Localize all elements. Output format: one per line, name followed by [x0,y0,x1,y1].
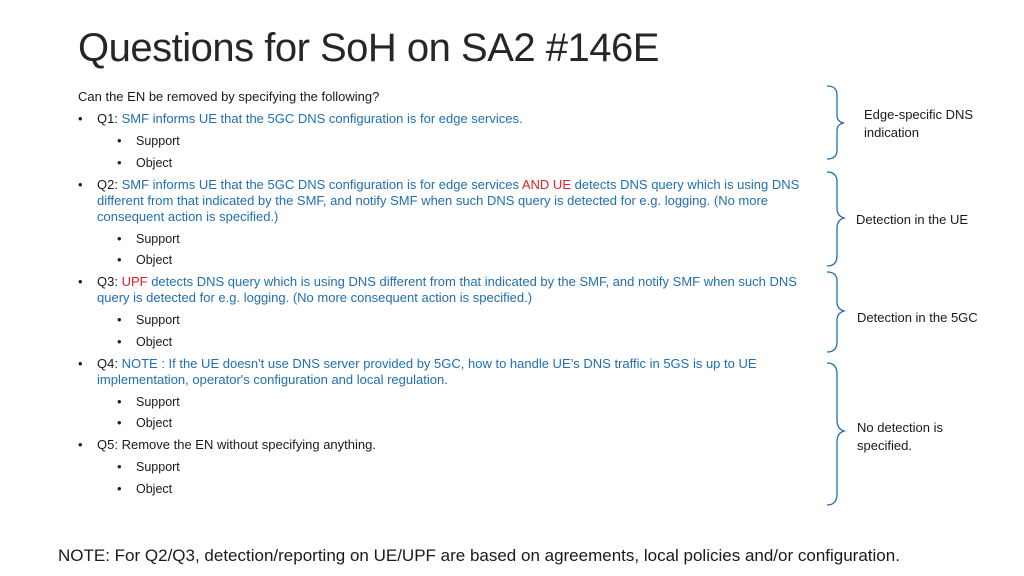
question-q5 [97,437,817,453]
brace-q3 [827,272,844,352]
option-object: Object [136,156,173,170]
question-emphasis: UPF [121,274,148,289]
question-q4 [97,356,787,388]
question-text: NOTE : If the UE doesn't use DNS server provided by 5GC, how to handle UE’s DNS traffic in 5GS is up to UE implementation, operator's configuration and local regulation. [97,356,757,387]
question-text: Remove the EN without specifying anything. [121,437,376,452]
question-emphasis: AND UE [521,177,571,192]
option-support: Support [136,134,180,148]
label-detection-5gc: Detection in the 5GC [857,310,978,325]
bullet-glyph: • [78,177,83,192]
question-label: Q4: [97,356,118,371]
footer-note: NOTE: For Q2/Q3, detection/reporting on UE/UPF are based on agreements, local policies and/or configuration. [58,546,900,565]
slide-title: Questions for SoH on SA2 #146E [78,26,659,70]
question-label: Q5: [97,437,118,452]
question-q1 [97,111,817,127]
bullet-glyph: • [117,252,122,267]
question-label: Q1: [97,111,118,126]
question-label: Q3: [97,274,118,289]
question-label: Q2: [97,177,118,192]
brace-q4-q5 [827,363,844,505]
question-text: detects DNS query which is using DNS different from that indicated by the SMF, and notify SMF when such DNS query is detected for e.g. logging. (No more consequent action is specified.) [97,177,800,224]
question-q3 [97,274,827,306]
option-support: Support [136,395,180,409]
option-support: Support [136,232,180,246]
bullet-glyph: • [78,111,83,126]
bullet-glyph: • [117,133,122,148]
bullet-glyph: • [117,231,122,246]
bullet-glyph: • [78,274,83,289]
bullet-glyph: • [117,394,122,409]
question-q2 [97,177,819,225]
intro-question: Can the EN be removed by specifying the following? [78,89,380,104]
label-no-detection: No detection is specified. [857,420,943,453]
option-object: Object [136,482,173,496]
question-text: SMF informs UE that the 5GC DNS configuration is for edge services. [121,111,523,126]
question-text: detects DNS query which is using DNS different from that indicated by the SMF, and notify SMF when such DNS query is detected for e.g. logging. (No more consequent action is specified.) [97,274,797,305]
option-support: Support [136,460,180,474]
option-object: Object [136,253,173,267]
grouping-braces [820,0,860,520]
bullet-glyph: • [78,356,83,371]
bullet-glyph: • [117,334,122,349]
bullet-glyph: • [78,437,83,452]
label-edge-dns-indication: Edge-specific DNS indication [864,107,974,140]
brace-q2 [827,172,844,266]
bullet-glyph: • [117,415,122,430]
brace-q1 [827,86,844,159]
bullet-glyph: • [117,459,122,474]
bullet-glyph: • [117,481,122,496]
option-object: Object [136,335,173,349]
option-object: Object [136,416,173,430]
bullet-glyph: • [117,312,122,327]
question-text: SMF informs UE that the 5GC DNS configuration is for edge services [121,177,522,192]
option-support: Support [136,313,180,327]
bullet-glyph: • [117,155,122,170]
label-detection-ue: Detection in the UE [856,212,969,227]
